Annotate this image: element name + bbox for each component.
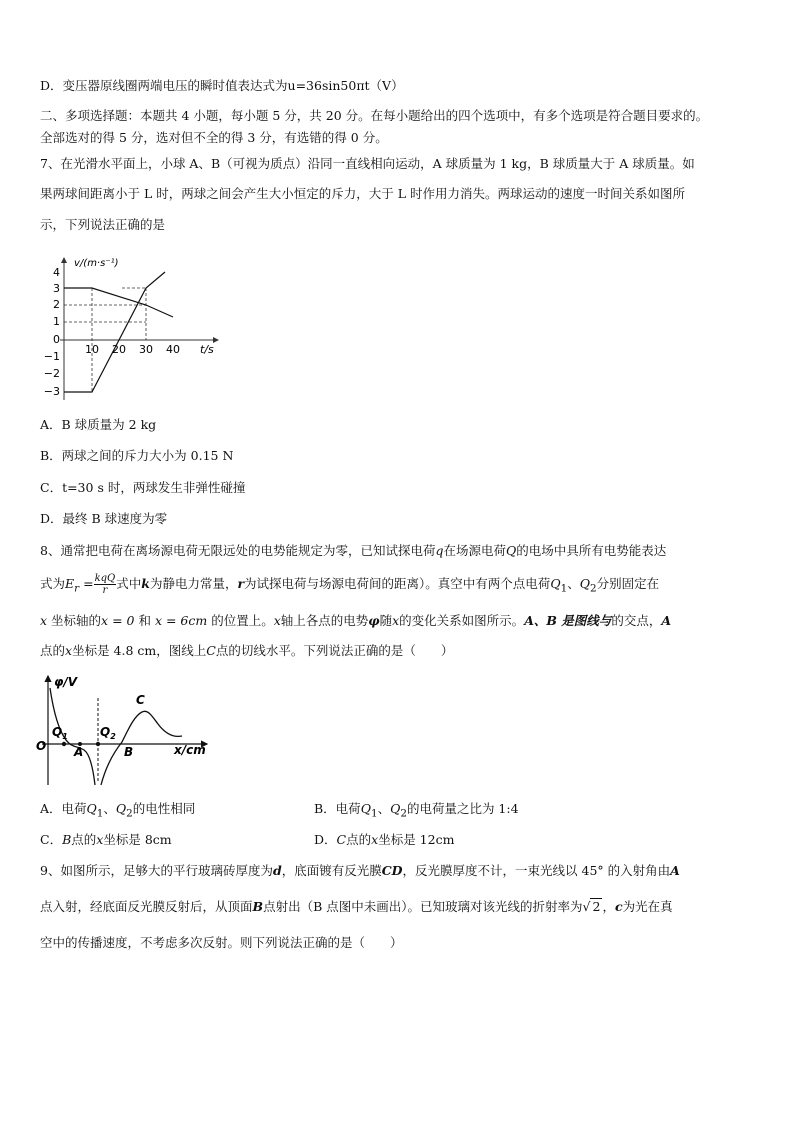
q8-x-label: x/cm [174, 743, 206, 757]
q8-option-b: B．电荷$Q_1$、$Q_2$的电荷量之比为 1:4 [314, 801, 519, 820]
q7-velocity-time-chart [40, 250, 240, 405]
q8-stem-line1: 8、通常把电荷在离场源电荷无限远处的电势能规定为零，已知试探电荷q在场源电荷Q的电场中具所有电势能表达 [40, 543, 667, 558]
q8-c-label: C [136, 693, 145, 707]
q7-ytick-m3: −3 [43, 385, 60, 398]
q7-stem-line2: 果两球间距离小于 L 时，两球之间会产生大小恒定的斥力，大于 L 时作用力消失。两球运动的速度一时间关系如图所 [40, 186, 685, 201]
q7-ytick-4: 4 [53, 266, 60, 279]
q8-potential-graph [32, 670, 217, 790]
q7-xtick-10: 10 [85, 343, 99, 356]
q8-b-label: B [124, 745, 134, 759]
q7-option-d: D．最终 B 球速度为零 [40, 511, 168, 526]
q8-point-q2 [96, 742, 100, 746]
q7-y-label: v/(m·s⁻¹) [74, 258, 119, 269]
q8-q1-label: $Q_1$ [52, 725, 68, 741]
q8-stem-line2: 式为$E_r$ = $\frac{\text{kqQ}}{r}$ 式中k为静电力常量，r为试探电荷与场源电荷间的距离）。真空中有两个点电荷$Q_1$、$Q_2$分别固定在 [40, 573, 660, 596]
q7-option-b: B．两球之间的斥力大小为 0.15 N [40, 448, 234, 463]
q7-x-label: t/s [200, 343, 214, 356]
q8-origin-label: O [36, 739, 47, 753]
q7-xtick-30: 30 [139, 343, 153, 356]
section2-instructions-line2: 全部选对的得 5 分，选对但不全的得 3 分，有选错的得 0 分。 [40, 130, 388, 145]
q7-xtick-20: 20 [112, 343, 126, 356]
q7-option-a: A．B 球质量为 2 kg [40, 417, 157, 432]
q7-series-a [64, 288, 173, 317]
q7-stem-line3: 示，下列说法正确的是 [40, 217, 166, 232]
q7-series-b [64, 272, 165, 392]
section2-instructions-line1: 二、多项选择题：本题共 4 小题，每小题 5 分，共 20 分。在每小题给出的四个选项中，有多个选项是符合题目要求的。 [40, 108, 709, 123]
q7-ytick-0: 0 [53, 333, 60, 346]
q7-ytick-3: 3 [53, 282, 60, 295]
q8-q2-label: $Q_2$ [100, 725, 116, 741]
q7-option-c: C．t=30 s 时，两球发生非弹性碰撞 [40, 480, 246, 495]
q8-option-d: D．C点的x坐标是 12cm [314, 832, 455, 847]
q8-option-c: C．B点的x坐标是 8cm [40, 832, 172, 847]
q9-stem-line3: 空中的传播速度，不考虑多次反射。则下列说法正确的是（ ） [40, 935, 403, 950]
q8-stem-line4: 点的x坐标是 4.8 cm，图线上C点的切线水平。下列说法正确的是（ ） [40, 643, 454, 658]
q7-ytick-1: 1 [53, 315, 60, 328]
q9-stem-line1: 9、如图所示，足够大的平行玻璃砖厚度为d，底面镀有反光膜CD，反光膜厚度不计，一束光线以 45° 的入射角由A [40, 863, 680, 878]
q7-xtick-40: 40 [166, 343, 180, 356]
q8-y-label: φ/V [54, 675, 78, 689]
q7-ytick-m2: −2 [43, 367, 60, 380]
q9-stem-line2: 点入射，经底面反光膜反射后，从顶面B点射出（B 点图中未画出）。已知玻璃对该光线的折射率为√ 2 ，c为光在真 [40, 899, 673, 914]
q8-curve-right [101, 711, 182, 785]
q8-formula-fraction: $\frac{\text{kqQ}}{r}$ [94, 573, 116, 596]
q7-ytick-2: 2 [53, 298, 60, 311]
q8-stem-line3: x 坐标轴的x = 0 和 x = 6cm 的位置上。x轴上各点的电势φ随x的变化关系如图所示。A、B 是图线与的交点，A [40, 613, 672, 628]
q8-point-q1 [62, 742, 66, 746]
q8-a-label: A [74, 745, 84, 759]
q7-stem-line1: 7、在光滑水平面上，小球 A、B（可视为质点）沿同一直线相向运动，A 球质量为 1 kg，B 球质量大于 A 球质量。如 [40, 156, 695, 171]
q6-option-d: D．变压器原线圈两端电压的瞬时值表达式为u=36sin50πt（V） [40, 78, 404, 93]
q8-option-a: A．电荷$Q_1$、$Q_2$的电性相同 [40, 801, 196, 820]
q7-ytick-m1: −1 [43, 350, 60, 363]
